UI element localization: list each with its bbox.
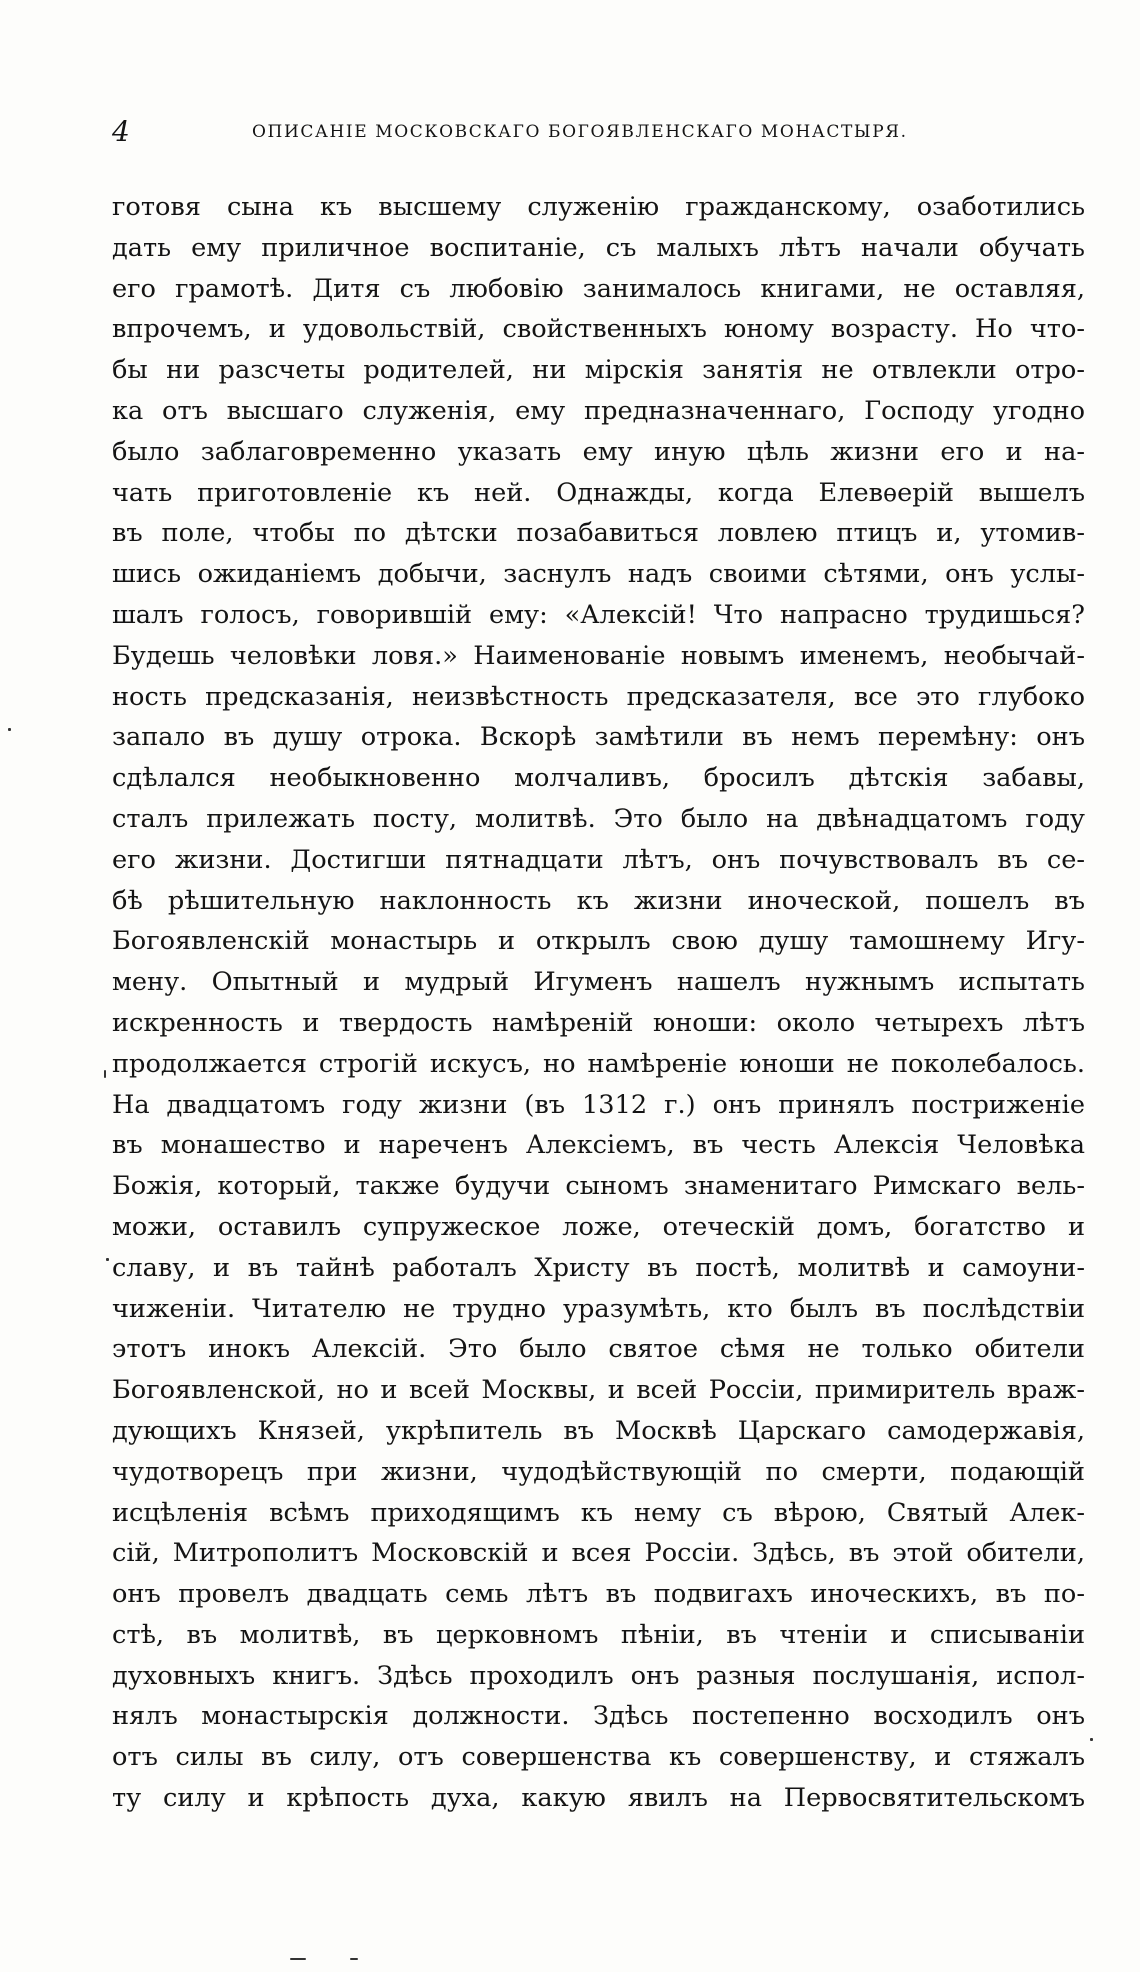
text-line: Божія, который, также будучи сыномъ знаменитаго Римскаго вель- [112,1171,1085,1202]
text-line: бѣ рѣшительную наклонность къ жизни иноческой, пошелъ въ [112,885,1085,916]
text-line: мену. Опытный и мудрый Игуменъ нашелъ нужнымъ испытать [112,967,1085,998]
text-line: стѣ, въ молитвѣ, въ церковномъ пѣніи, въ чтеніи и списываніи [112,1619,1085,1650]
text-line: ность предсказанія, неизвѣстность предсказателя, все это глубоко [112,681,1085,712]
text-line: На двадцатомъ году жизни (въ 1312 г.) онъ принялъ постриженіе [112,1089,1085,1120]
running-head [112,112,1012,152]
text-line: искренность и твердость намѣреній юноши: около четырехъ лѣтъ [112,1007,1085,1038]
text-line: чиженіи. Читателю не трудно уразумѣть, кто былъ въ послѣдствіи [112,1293,1085,1324]
text-line: ту силу и крѣпость духа, какую явилъ на Первосвятительскомъ [112,1783,1085,1814]
text-line: впрочемъ, и удовольствій, свойственныхъ юному возрасту. Но что- [112,314,1085,345]
text-line: запало въ душу отрока. Вскорѣ замѣтили въ немъ перемѣну: онъ [112,722,1085,753]
scan-speck [106,1258,109,1261]
text-line: чудотворецъ при жизни, чудодѣйствующій по смерти, подающій [112,1456,1085,1487]
text-line: можи, оставилъ супружеское ложе, отеческій домъ, богатство и [112,1211,1085,1242]
text-line: сдѣлался необыкновенно молчаливъ, бросилъ дѣтскія забавы, [112,763,1085,794]
text-line: готовя сына къ высшему служенію гражданскому, озаботились [112,192,1085,222]
text-line: дать ему приличное воспитаніе, съ малыхъ лѣтъ начали обучать [112,232,1085,263]
text-line: славу, и въ тайнѣ работалъ Христу въ постѣ, молитвѣ и самоуни- [112,1252,1085,1283]
body-text [112,187,1085,1819]
scan-speck [1090,1738,1093,1741]
text-line: дующихъ Князей, укрѣпитель въ Москвѣ Царскаго самодержавія, [112,1415,1085,1446]
text-line: шалъ голосъ, говорившій ему: «Алексій! Что напрасно трудишься? [112,599,1085,630]
scan-speck [350,1958,358,1960]
text-line: чать приготовленіе къ ней. Однажды, когда Елевѳерій вышелъ [112,477,1085,508]
text-line: Будешь человѣки ловя.» Наименованіе новымъ именемъ, необычай- [112,640,1085,671]
text-line: въ монашество и нареченъ Алексіемъ, въ честь Алексія Человѣка [112,1130,1085,1161]
text-line: онъ провелъ двадцать семь лѣтъ въ подвигахъ иноческихъ, въ по- [112,1579,1085,1610]
text-line: его жизни. Достигши пятнадцати лѣтъ, онъ почувствовалъ въ се- [112,844,1085,875]
text-line: отъ силы въ силу, отъ совершенства къ совершенству, и стяжалъ [112,1742,1085,1773]
text-line: въ поле, чтобы по дѣтски позабавиться ловлею птицъ и, утомив- [112,518,1085,549]
text-line: сталъ прилежать посту, молитвѣ. Это было на двѣнадцатомъ году [112,803,1085,834]
text-line: продолжается строгій искусъ, но намѣреніе юноши не поколебалось. [112,1048,1085,1079]
text-line: бы ни разсчеты родителей, ни мірскія занятія не отвлекли отро- [112,355,1085,386]
text-line: его грамотѣ. Дитя съ любовію занималось книгами, не оставляя, [112,273,1085,304]
text-line: нялъ монастырскія должности. Здѣсь постепенно восходилъ онъ [112,1701,1085,1732]
text-line: Богоявленской, но и всей Москвы, и всей Россіи, примиритель враж- [112,1375,1085,1406]
text-line: ка отъ высшаго служенія, ему предназначеннаго, Господу угодно [112,395,1085,426]
running-title: ОПИСАНІЕ МОСКОВСКАГО БОГОЯВЛЕНСКАГО МОНАСТЫРЯ. [252,122,908,142]
scan-speck [104,1070,106,1078]
scan-speck [8,728,11,731]
text-line: было заблаговременно указать ему иную цѣль жизни его и на- [112,436,1085,467]
text-line: сій, Митрополитъ Московскій и всея Россіи. Здѣсь, въ этой обители, [112,1538,1085,1569]
page-number: 4 [112,115,130,148]
text-line: Богоявленскій монастырь и открылъ свою душу тамошнему Игу- [112,926,1085,957]
text-line: исцѣленія всѣмъ приходящимъ къ нему съ вѣрою, Святый Алек- [112,1497,1085,1528]
text-line: шись ожиданіемъ добычи, заснулъ надъ своими сѣтями, онъ услы- [112,559,1085,590]
scan-speck [290,1958,306,1960]
text-line: этотъ инокъ Алексій. Это было святое сѣмя не только обители [112,1334,1085,1365]
text-line: духовныхъ книгъ. Здѣсь проходилъ онъ разныя послушанія, испол- [112,1660,1085,1691]
